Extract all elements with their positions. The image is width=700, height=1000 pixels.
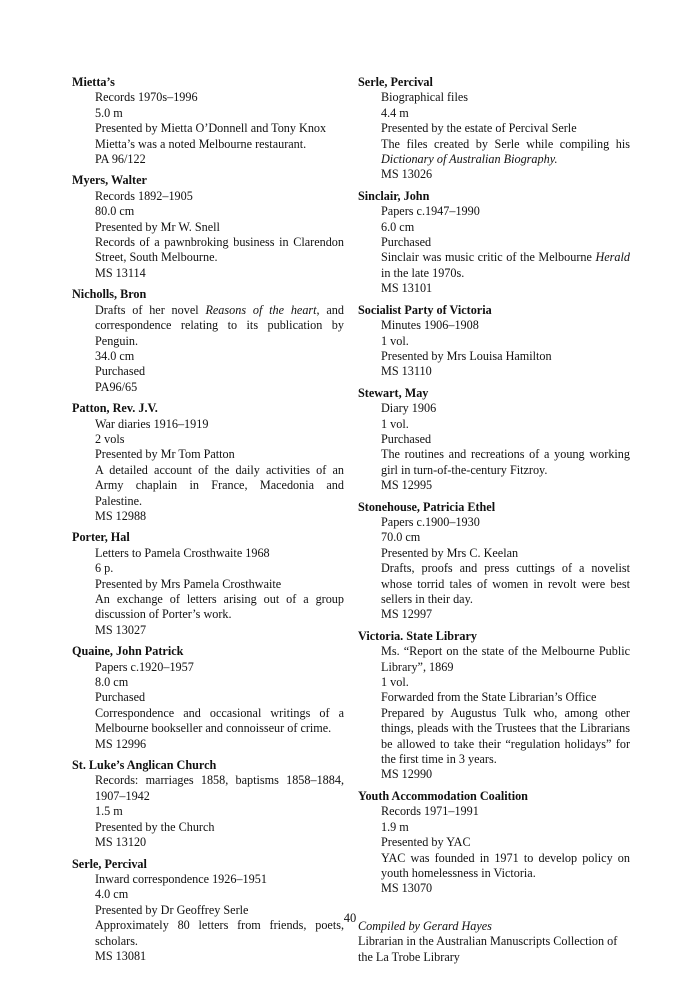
entry-line: 80.0 cm [95, 204, 135, 219]
entry-line: The routines and recreations of a young working girl in turn-of-the-century Fitzroy. [381, 447, 630, 477]
entry-line: Correspondence and occasional writings of a Melbourne bookseller and connoisseur of crime. [95, 705, 344, 736]
entry-line: Letters to Pamela Crosthwaite 1968 [95, 545, 270, 560]
entry-line: Approximately 80 letters from friends, poets, scholars. [95, 918, 344, 948]
entry-line: MS 12997 [381, 607, 433, 622]
entry-line: Drafts, proofs and press cuttings of a novelist whose torrid tales of women in revolt were best sellers in their day. [381, 561, 630, 606]
left-column [72, 75, 344, 970]
entry-title: Stonehouse, Patricia Ethel [358, 499, 496, 514]
entry-line: Papers c.1947–1990 [381, 204, 480, 219]
entry-line: 5.0 m [95, 105, 123, 120]
entry-line: 2 vols [95, 431, 125, 446]
entry-line: An exchange of letters arising out of a group discussion of Porter’s work. [95, 592, 344, 622]
entry-title: Nicholls, Bron [72, 287, 147, 302]
catalogue-entry [72, 173, 344, 281]
entry-line: 4.0 cm [95, 887, 129, 902]
right-column [358, 75, 630, 965]
entry-title: Sinclair, John [358, 188, 430, 203]
catalogue-entry [358, 789, 630, 897]
catalogue-entry [72, 530, 344, 638]
entry-line: MS 13110 [381, 364, 432, 379]
entry-line: Presented by Mr W. Snell [95, 219, 220, 234]
entry-title: St. Luke’s Anglican Church [72, 758, 217, 773]
entry-line: MS 13114 [95, 265, 146, 280]
text-run: in the late 1970s. [381, 265, 465, 280]
entry-line: 1 vol. [381, 333, 409, 348]
entry-line: Records 1892–1905 [95, 188, 193, 203]
entry-title: Victoria. State Library [358, 628, 478, 643]
entry-line: Records: marriages 1858, baptisms 1858–1884, 1907–1942 [95, 773, 344, 803]
entry-line: Purchased [95, 690, 146, 705]
entry-line: Prepared by Augustus Tulk who, among other things, pleads with the Trustees that the Librarians be allowed to take their “regulation holidays” for the first time in 3 years. [381, 705, 630, 767]
catalogue-entry [72, 75, 344, 167]
catalogue-entry [72, 644, 344, 752]
entry-line: Mietta’s was a noted Melbourne restaurant. [95, 136, 307, 151]
italic-title: Dictionary of Australian Biography. [381, 152, 558, 167]
entry-line: Diary 1906 [381, 401, 437, 416]
entry-line: Forwarded from the State Librarian’s Office [381, 690, 597, 705]
catalogue-entry [358, 303, 630, 380]
entry-line: PA 96/122 [95, 152, 146, 167]
entry-line: PA96/65 [95, 379, 138, 394]
entry-line: Inward correspondence 1926–1951 [95, 871, 267, 886]
entry-line: Presented by the Church [95, 819, 215, 834]
entry-line: MS 12988 [95, 508, 147, 523]
catalogue-entry [72, 287, 344, 395]
entry-line: Presented by Mrs Pamela Crosthwaite [95, 576, 282, 591]
entry-line [358, 250, 630, 281]
catalogue-entry [358, 189, 630, 297]
entry-line [358, 137, 630, 168]
entry-title: Youth Accommodation Coalition [358, 788, 528, 803]
entry-line: Presented by Mrs C. Keelan [381, 545, 519, 560]
page-number: 40 [343, 911, 357, 925]
entry-line: Purchased [95, 364, 146, 379]
text-run: Sinclair was music critic of the Melbourne [381, 250, 596, 265]
entry-line: 1 vol. [381, 675, 409, 690]
entry-title: Porter, Hal [72, 530, 130, 545]
entry-line: Presented by the estate of Percival Serle [381, 121, 577, 136]
catalogue-entry [358, 75, 630, 183]
entry-line: Presented by Mr Tom Patton [95, 447, 235, 462]
entry-line: MS 12990 [381, 767, 433, 782]
text-run: , and correspondence relating to its publication by Penguin. [95, 302, 344, 348]
italic-title: Reasons of the heart [205, 302, 317, 317]
entry-line: MS 13070 [381, 881, 433, 896]
entry-line: YAC was founded in 1971 to develop policy on youth homelessness in Victoria. [381, 850, 630, 880]
entry-line: 1 vol. [381, 416, 409, 431]
entry-line: A detailed account of the daily activities of an Army chaplain in France, Macedonia and Palestine. [95, 462, 344, 508]
entry-title: Quaine, John Patrick [72, 644, 184, 659]
catalogue-entry [358, 386, 630, 494]
entry-line: MS 13120 [95, 835, 147, 850]
compiler-role: Librarian in the Australian Manuscripts Collection of the La Trobe Library [358, 934, 618, 964]
italic-title: Herald [595, 250, 630, 265]
entry-title: Patton, Rev. J.V. [72, 401, 158, 416]
catalogue-entry [72, 401, 344, 524]
entry-line: Biographical files [381, 90, 468, 105]
entry-line: 34.0 cm [95, 348, 135, 363]
entry-line: Presented by Mrs Louisa Hamilton [381, 348, 552, 363]
entry-title: Mietta’s [72, 75, 115, 89]
entry-title: Stewart, May [358, 385, 429, 400]
entry-line: Presented by Dr Geoffrey Serle [95, 902, 249, 917]
entry-title: Socialist Party of Victoria [358, 302, 492, 317]
entry-line: Papers c.1920–1957 [95, 659, 194, 674]
entry-line: MS 13101 [381, 281, 433, 296]
entry-title: Serle, Percival [72, 856, 147, 871]
text-run: Drafts of her novel [95, 302, 206, 317]
entry-line: Papers c.1900–1930 [381, 514, 480, 529]
entry-line: Ms. “Report on the state of the Melbourne Public Library”, 1869 [381, 644, 630, 674]
entry-line: 1.9 m [381, 819, 409, 834]
entry-line: MS 13081 [95, 948, 147, 963]
entry-line: 4.4 m [381, 105, 409, 120]
entry-line: 8.0 cm [95, 675, 129, 690]
entry-line: War diaries 1916–1919 [95, 416, 209, 431]
entry-line: Purchased [381, 235, 432, 250]
catalogue-entry [358, 500, 630, 623]
catalogue-entry [72, 758, 344, 850]
entry-line: Purchased [381, 431, 432, 446]
compiled-by: Compiled by Gerard Hayes [358, 918, 492, 933]
entry-line [72, 303, 344, 349]
entry-line: Records of a pawnbroking business in Clarendon Street, South Melbourne. [95, 235, 344, 265]
entry-line: 1.5 m [95, 804, 123, 819]
entry-line: MS 13026 [381, 167, 433, 182]
entry-line: Records 1971–1991 [381, 804, 479, 819]
entry-line: Minutes 1906–1908 [381, 318, 479, 333]
entry-line: Presented by Mietta O’Donnell and Tony Knox [95, 121, 327, 136]
entry-line: Records 1970s–1996 [95, 90, 198, 105]
entry-line: 6.0 cm [381, 219, 415, 234]
text-run: The files created by Serle while compiling his [381, 136, 630, 151]
entry-line: 70.0 cm [381, 530, 421, 545]
entry-line: Presented by YAC [381, 835, 471, 850]
catalogue-entry [358, 629, 630, 783]
entry-line: 6 p. [95, 561, 114, 576]
entry-line: MS 12995 [381, 478, 433, 493]
entry-title: Serle, Percival [358, 75, 433, 89]
entry-line: MS 12996 [95, 736, 147, 751]
entry-line: MS 13027 [95, 622, 147, 637]
entry-title: Myers, Walter [72, 173, 147, 188]
